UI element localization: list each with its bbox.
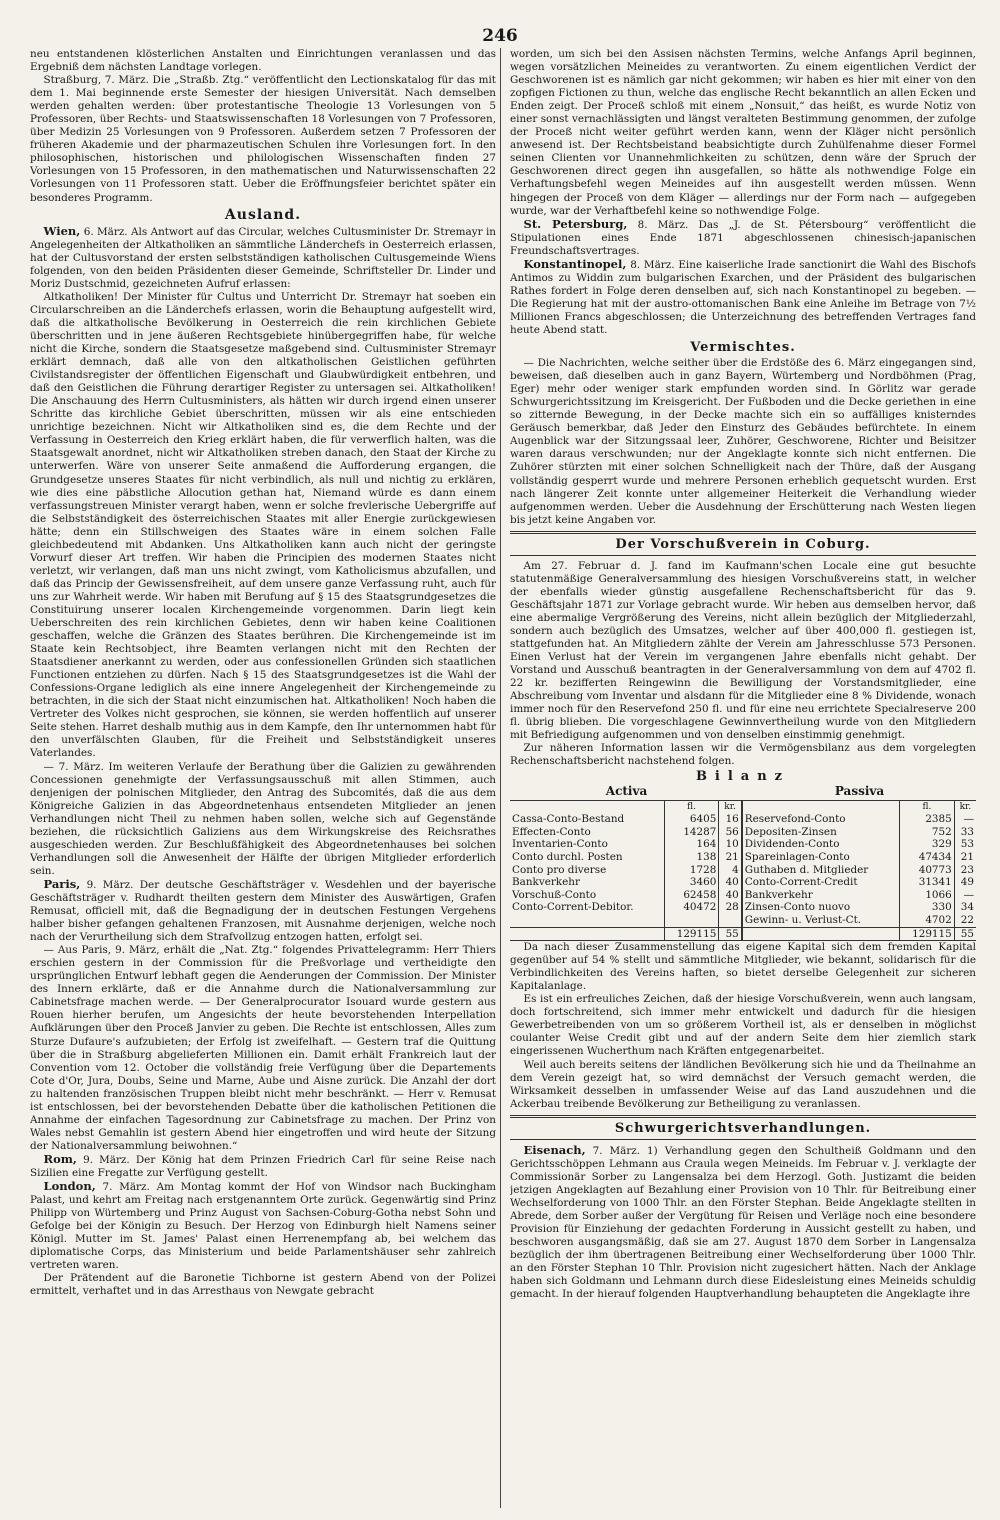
activa-kr: 16: [719, 813, 742, 826]
passiva-kr: 23: [954, 864, 976, 877]
activa-heading: Activa: [605, 783, 648, 798]
activa-label: Cassa-Conto-Bestand: [512, 813, 625, 826]
section-heading-ausland: Ausland.: [224, 206, 302, 223]
passiva-label: Conto-Corrent-Credit: [742, 876, 900, 889]
activa-kr: 10: [719, 838, 742, 851]
activa-fl: 14287: [664, 826, 719, 839]
activa-kr: [719, 914, 742, 927]
section-rule: [510, 531, 976, 534]
bilanz-table: [510, 800, 976, 942]
paragraph-altkatholiken: Altkatholiken! Der Minister für Cultus und Unterricht Dr. Stremayr hat soeben ein Circularschreiben an die Länderchefs erlassen, worin die Behauptung aufgestellt wird, daß die altkatholische Bevölkerung in Oesterreich die rein kirchlichen Gebiete überschritten und in jene äußeren Rechtsgebiete hinübergegriffen habe, für welche nicht die Kirche, sondern die Staatsgesetze maßgebend sind. Cultusminister Stremayr erklärt demnach, daß alle von den altkatholischen Geistlichen geführten Civilstandsregister der öffentlichen Eigenschaft und Glaubwürdigkeit entbehren, und daß den Geistlichen die Führung derartiger Register zu untersagen sei. Altkatholiken! Die Anschauung des Herrn Cultusministers, als hätten wir durch irgend einen unserer Schritte das kirchliche Gebiet überschritten, müssen wir als eine entschieden unrichtige bezeichnen. Nicht wir Altkatholiken sind es, die dem Rechte und der Verfassung in Oesterreich den Krieg erklärt haben, die für verwerflich halten, was die Staatsgewalt anordnet, nicht wir Altkatholiken streben danach, den Staat der Kirche zu unterwerfen. Wäre von unserer Seite anmaßend die Aufforderung ergangen, die Grundgesetze unseres Staates für nicht verbindlich, als null und nichtig zu erklären, wie dies eine päbstliche Allocution gethan hat, Niemand würde es dann einem verfassungstreuen Minister verargt haben, wenn er solche frevlerische Uebergriffe auf die Selbstständigkeit des österreichischen Staates mit aller Energie zurückgewiesen hätte; denn ein Stillschweigen des Staates wäre in einem solchen Falle gleichbedeutend mit Abdanken. Uns Altkatholiken kann auch nicht der geringste Vorwurf dieser Art treffen. Wir haben die Principien des modernen Staates nicht verletzt, wir verlangen, daß man uns nicht zwingt, vom Katholicismus abzufallen, und daß das Princip der Gewissensfreiheit, auf dem unsere ganze Verfassung ruht, auch für uns zur Wahrheit werde. Wir haben mit Berufung auf § 15 des Staatsgrundgesetzes die Constituirung unserer localen Kirchengemeinde vorgenommen. Darin liegt kein Ueberschreiten des rein kirchlichen Gebietes, denn wir haben keine Coalitionen geschaffen, welche die Gränzen des Staates berühren. Die Kirchengemeinde ist im Staate kein Rechtsobject, ihre Beamten verlangen nicht mit den Rechten der Staatsdiener anerkannt zu werden, oder aus confessionellen Gründen sich staatlichen Functionen entziehen zu dürfen. Nach § 15 des Staatsgrundgesetzes ist die Wahl der Confessions-Organe lediglich als eine innere Angelegenheit der Kirchengemeinde zu betrachten, in die sich der Staat nicht einzumischen hat. Altkatholiken! Noch haben die Vertreter des Volkes nicht gesprochen, sie können, sie werden hoffentlich auf unserer Seite stehen. Harret deshalb muthig aus in dem Kampfe, den Ihr unternommen habt für den unverfälschten Glauben, für die Freiheit und Selbstständigkeit unseres Vaterlandes.: [30, 290, 496, 760]
left-column: [30, 48, 496, 1508]
passiva-label: Dividenden-Conto: [742, 838, 900, 851]
bilanz-title: Bilanz: [695, 769, 791, 785]
activa-label: Inventarien-Conto: [512, 838, 608, 851]
column-divider: [500, 48, 501, 1508]
passiva-label: Spareinlagen-Conto: [742, 851, 900, 864]
paragraph: neu entstandenen klösterlichen Anstalten und Einrichtungen veranlassen und das Ergebniß dem nächsten Landtage vorlegen.: [30, 48, 496, 74]
passiva-label: Gewinn- u. Verlust-Ct.: [742, 914, 900, 927]
table-row: [510, 864, 976, 877]
passiva-label: Guthaben d. Mitglieder: [742, 864, 900, 877]
table-row: [510, 826, 976, 839]
dateline-london: London,: [43, 1179, 96, 1194]
paragraph-land: Weil auch bereits seitens der ländlichen Bevölkerung sich hie und da Theilnahme an dem Verein gezeigt hat, so wird demnächst der Versuch gemacht werden, die Wirksamkeit desselben in umfassender Weise auf das Land auszudehnen und die Ackerbau treibende Bevölkerung zur Betheiligung zu veranlassen.: [510, 1058, 976, 1110]
passiva-kr: 21: [954, 851, 976, 864]
activa-fl: 40472: [664, 901, 719, 914]
dateline-eisenach: Eisenach,: [523, 1142, 586, 1157]
activa-kr: 28: [719, 901, 742, 914]
section-rule: [510, 1139, 976, 1140]
activa-label: [510, 914, 664, 927]
activa-fl: 3460: [664, 876, 719, 889]
section-heading-vorschussverein: Der Vorschußverein in Coburg.: [615, 536, 871, 552]
activa-label: Conto durchl. Posten: [512, 850, 623, 863]
unit-kr: kr.: [954, 800, 976, 813]
passiva-fl: 1066: [900, 889, 955, 902]
passiva-label: Reservefond-Conto: [742, 813, 900, 826]
dateline-konstantinopel: Konstantinopel,: [523, 256, 627, 271]
unit-fl: fl.: [664, 800, 719, 813]
passiva-kr: 49: [954, 876, 976, 889]
activa-fl: 1728: [664, 864, 719, 877]
right-column: [510, 48, 976, 1508]
paragraph-galizien: — 7. März. Im weiteren Verlaufe der Berathung über die Galizien zu gewährenden Concessionen genehmigte der Verfassungsausschuß mit allen Stimmen, auch denjenigen der polnischen Mitglieder, den Antrag des Subcomités, daß die aus dem Königreiche Galizien in das Abgeordnetenhaus entsendeten Mitglieder an jenen Verhandlungen nicht Theil zu nehmen haben sollen, welche sich auf Gegenstände beziehen, die rücksichtlich Galiziens aus dem Wirkungskreise des Reichsrathes ausgeschieden werden. Zur Beschlußfähigkeit des Abgeordnetenhauses bei solchen Verhandlungen soll die Anwesenheit der Hälfte der übrigen Mitglieder erforderlich sein.: [30, 760, 496, 877]
passiva-fl: 752: [900, 826, 955, 839]
paragraph-wien: 6. März. Als Antwort auf das Circular, welches Cultusminister Dr. Stremayr in Angelegenheiten der Altkatholiken an sämmtliche Länderchefs in Oesterreich erlassen, hat der Cultusvorstand der ersten selbstständigen katholischen Cultusgemeinde Wiens folgenden, von den beiden Präsidenten dieser Gemeinde, Schriftsteller Dr. Linder und Moriz Dustschmid, gezeichneten Aufruf erlassen:: [30, 225, 496, 290]
activa-label: Conto pro diverse: [512, 863, 607, 876]
passiva-kr: 22: [954, 914, 976, 927]
paragraph-rom: 9. März. Der König hat dem Prinzen Friedrich Carl für seine Reise nach Sizilien eine Fregatte zur Verfügung gestellt.: [30, 1153, 496, 1179]
paragraph-konstantinopel: 8. März. Eine kaiserliche Irade sanctionirt die Wahl des Bischofs Antimos zu Widdin zum bulgarischen Exarchen, und der Präsident des bulgarischen Rathes fordert in Folge deren denselben auf, sich nach Konstantinopel zu begeben. — Die Regierung hat mit der austro-ottomanischen Bank eine Anleihe im Betrage von 7½ Millionen Francs abgeschlossen; die Unterzeichnung des betreffenden Vertrages fand heute Abend statt.: [510, 258, 976, 336]
activa-label: Bankverkehr: [512, 876, 580, 889]
total-passiva-fl: 129115: [900, 927, 955, 941]
table-row: [510, 914, 976, 927]
passiva-fl: 330: [900, 901, 955, 914]
activa-fl: [664, 914, 719, 927]
passiva-label: Bankverkehr: [742, 889, 900, 902]
activa-kr: 40: [719, 889, 742, 902]
dateline-st-petersburg: St. Petersburg,: [523, 216, 628, 231]
activa-label: Conto-Corrent-Debitor.: [512, 901, 634, 914]
activa-label: Effecten-Conto: [512, 825, 591, 838]
activa-label: Vorschuß-Conto: [512, 888, 597, 901]
activa-kr: 56: [719, 826, 742, 839]
paragraph-tichborne: Der Prätendent auf die Baronetie Tichborne ist gestern Abend von der Polizei ermittelt, verhaftet und in das Arresthaus von Newgate gebracht: [30, 1272, 496, 1298]
activa-fl: 164: [664, 838, 719, 851]
total-activa-fl: 129115: [664, 927, 719, 941]
page-number: 246: [482, 26, 518, 46]
passiva-heading: Passiva: [834, 783, 885, 798]
table-row: [510, 889, 976, 902]
table-row: [510, 851, 976, 864]
paragraph-erfreulich: Es ist ein erfreuliches Zeichen, daß der hiesige Vorschußverein, wenn auch langsam, doch fortschreitend, sich immer mehr entwickelt und dadurch für die hiesigen Gewerbetreibenden von um so größerem Vortheil ist, als er denselben in möglichst coulanter Weise Credit gibt und auf der andern Seite dem hier ziemlich stark eingerissenen Wucherthum nach Kräften entgegenarbeitet.: [510, 993, 976, 1058]
paragraph-paris: 9. März. Der deutsche Geschäftsträger v. Wesdehlen und der bayerische Geschäftsträger v. Rudhardt theilten gestern dem Minister des Auswärtigen, Grafen Remusat, officiell mit, daß die Begnadigung der in deutschen Festungen Vergehens halber bisher gefangen gehaltenen Franzosen, mit Ausnahme derjenigen, welche noch nach der Verurtheilung sich dem Strafvollzug entzogen hatten, erfolgt sei.: [30, 878, 496, 944]
paragraph-tichborne-cont: worden, um sich bei den Assisen nächsten Termins, welche Anfangs April beginnen, wegen vorsätzlichen Meineides zu verantworten. Zu einem eigentlichen Verdict der Geschworenen ist es nämlich gar nicht gekommen; wir haben es hier mit einer von den zopfigen Fictionen zu thun, welche das englische Recht bekanntlich an allen Ecken und Enden zeigt. Der Proceß schloß mit einem „Nonsuit,“ das heißt, es wurde Notiz von einer sonst vernachlässigten und längst veralteten Bestimmung genommen, der zufolge der Proceß nicht weiter geführt werden kann, wenn der Kläger nicht persönlich anwesend ist. Der Rechtsbeistand beabsichtigte durch Zuhülfenahme dieser Formel seinen Clienten vor Unannehmlichkeiten zu schützen, denn wäre der Spruch der Geschworenen direct gegen ihn ausgefallen, so hätte als nothwendige Folge ein Verhaftungsbefehl wegen Meineides auf ihn ausgestellt werden müssen. Wenn hingegen der Proceß von dem Kläger — allerdings nur der Form nach — aufgegeben wurde, war der Verhaftbefehl keine so nothwendige Folge.: [510, 48, 976, 217]
bilanz-unit-row: [510, 800, 976, 813]
passiva-fl: 31341: [900, 876, 955, 889]
passiva-fl: 329: [900, 838, 955, 851]
passiva-label: Depositen-Zinsen: [742, 826, 900, 839]
passiva-kr: 34: [954, 901, 976, 914]
activa-fl: 6405: [664, 813, 719, 826]
passiva-kr: —: [954, 813, 976, 826]
dateline-paris: Paris,: [43, 876, 81, 891]
paragraph-strassburg: Straßburg, 7. März. Die „Straßb. Ztg.“ veröffentlicht den Lectionskatalog für das mit dem 1. Mai beginnende erste Semester der hiesigen Universität. Nach demselben werden gehalten werden: über protestantische Theologie 13 Vorlesungen von 5 Professoren, über Rechts- und Staatswissenschaften 18 Vorlesungen von 7 Professoren, über Medizin 25 Vorlesungen von 9 Professoren. Außerdem setzen 7 Professoren der früheren Akademie und der pharmazeutischen Schulen ihre Vorlesungen fort. In den philosophischen, historischen und philologischen Wissenschaften finden 27 Vorlesungen von 15 Professoren, in den mathematischen und Naturwissenschaften 22 Vorlesungen von 11 Professoren statt. Ueber die Eröffnungsfeier berichtet später ein besonderes Programm.: [30, 74, 496, 204]
dateline-wien: Wien,: [43, 223, 81, 238]
activa-fl: 138: [664, 851, 719, 864]
paragraph-bilanz-intro: Zur näheren Information lassen wir die Vermögensbilanz aus dem vorgelegten Rechenschaftsbericht nachstehend folgen.: [510, 742, 976, 768]
passiva-label: Zinsen-Conto nuovo: [742, 901, 900, 914]
passiva-fl: 47434: [900, 851, 955, 864]
section-rule: [510, 1115, 976, 1118]
passiva-kr: —: [954, 889, 976, 902]
activa-kr: 40: [719, 876, 742, 889]
paragraph-kapital: Da nach dieser Zusammenstellung das eigene Kapital sich dem fremden Kapital gegenüber auf 54 % stellt und sämmtliche Mitglieder, wie bekannt, solidarisch für die Verbindlichkeiten des Vereins haften, so bietet derselbe Gelegenheit zur sicheren Kapitalanlage.: [510, 941, 976, 993]
table-row: [510, 876, 976, 889]
paragraph-st-petersburg: 8. März. Das „J. de St. Pétersbourg“ veröffentlicht die Stipulationen eines Ende 1871 abgeschlossenen chinesisch-japanischen Freundschaftsvertrages.: [510, 218, 976, 257]
paragraph-eisenach: 7. März. 1) Verhandlung gegen den Schultheiß Goldmann und den Gerichtsschöppen Lehmann aus Craula wegen Meineids. Im Februar v. J. verklagte der Commissionär Sorber zu Langensalza bei dem Herzogl. Goth. Justizamt die beiden jetzigen Angeklagten auf Bezahlung einer Provision von 10 Thlr. für Beitreibung einer Wechselforderung von 1000 Thlr. an den Förster Stephan. Beide Angeklagte stellten in Abrede, dem Sorber außer der Vergütung für Reisen und Verläge noch eine besondere Provision für Einziehung der gedachten Forderung in Aussicht gestellt zu haben, und beschworen ausgangsmäßig, daß sie am 27. August 1870 dem Sorber in Langensalza bezüglich der ihm übertragenen Beitreibung einer Wechselforderung über 1000 Thlr. an den Förster Stephan 10 Thlr. Provision nicht zugesichert hätten. Nach der Anklage haben sich Goldmann und Lehmann durch diese Eidesleistung eines Meineids schuldig gemacht. In der hierauf folgenden Hauptverhandlung behaupteten die Angeklagte ihre: [510, 1144, 976, 1301]
unit-fl: fl.: [900, 800, 955, 813]
section-heading-vermischtes: Vermischtes.: [690, 340, 796, 356]
passiva-fl: 40773: [900, 864, 955, 877]
paragraph-vorschussverein: Am 27. Februar d. J. fand im Kaufmann'schen Locale eine gut besuchte statutenmäßige Generalversammlung des hiesigen Vorschußvereins statt, in welcher der ebenfalls wieder günstig ausgefallene Rechenschaftsbericht für das 9. Geschäftsjahr 1871 zur Vorlage gebracht wurde. Wir heben aus demselben hervor, daß eine abermalige Vergrößerung des Vereins, nicht allein bezüglich der Mitgliederzahl, sondern auch bezüglich des Umsatzes, welcher auf über 400,000 fl. gestiegen ist, stattgefunden hat. An Mitgliedern zählte der Verein am Jahresschlusse 573 Personen. Einen Verlust hat der Verein im vergangenen Jahre ebenfalls nicht gehabt. Der Vorstand und Ausschuß beantragten in der Generalversammlung von dem auf 4702 fl. 22 kr. bezifferten Reingewinn die Bewilligung der Vorstandsmitglieder, eine Abschreibung vom Inventar und alsdann für die Mitglieder eine 8 % Dividende, wonach immer noch für den Reservefond 250 fl. und für eine neu errichtete Specialreserve 200 fl. übrig blieben. Die vorgeschlagene Gewinnvertheilung wurde von den Mitgliedern mit Befriedigung aufgenommen und von denselben einstimmig genehmigt.: [510, 559, 976, 742]
activa-kr: 4: [719, 864, 742, 877]
paragraph-london: 7. März. Am Montag kommt der Hof von Windsor nach Buckingham Palast, und kehrt am Freitag nach erstgenanntem Orte zurück. Gegenwärtig sind Prinz Philipp von Würtemberg und Prinz August von Sachsen-Coburg-Gotha nebst Sohn und Gefolge bei der Königin zu Besuch. Der Herzog von Edinburgh hielt Namens seiner Königl. Mutter im St. James' Palast einen Herrenempfang ab, bei welchem das diplomatische Corps, das Ministerium und beide Parlamentshäuser sehr zahlreich vertreten waren.: [30, 1181, 496, 1272]
paragraph-erdstoesse: — Die Nachrichten, welche seither über die Erdstöße des 6. März eingegangen sind, beweisen, daß dieselben auch in ganz Bayern, Würtemberg und Nordböhmen (Prag, Eger) mehr oder weniger stark empfunden worden sind. In Görlitz war gerade Schwurgerichtssitzung im Kreisgericht. Der Fußboden und die Decke geriethen in eine so zitternde Bewegung, in der Decke machte sich ein so auffälliges knisterndes Geräusch bemerkbar, daß Jeder den Einsturz des Gebäudes befürchtete. In einem Augenblick war der Sitzungssaal leer, Zuhörer, Geschworene, Richter und Beisitzer waren daraus verschwunden; nur der Angeklagte konnte sich nicht entfernen. Die Zuhörer stürzten mit einer solchen Schnelligkeit nach der Thüre, daß der Ausgang vollständig gesperrt wurde und mehrere Personen erheblich gequetscht wurden. Erst nach längerer Zeit konnte unter allgemeiner Heiterkeit die Verhandlung wieder aufgenommen werden. Ueber die Ausdehnung der Erschütterung nach Westen liegen bis jetzt keine Angaben vor.: [510, 357, 976, 526]
table-row: [510, 813, 976, 826]
passiva-kr: 53: [954, 838, 976, 851]
table-row: [510, 838, 976, 851]
bilanz-total-row: [510, 927, 976, 941]
table-row: [510, 901, 976, 914]
bilanz-headers: [510, 785, 976, 798]
section-heading-schwurgericht: Schwurgerichtsverhandlungen.: [614, 1120, 872, 1136]
paragraph-paris-telegram: — Aus Paris, 9. März, erhält die „Nat. Ztg.“ folgendes Privattelegramm: Herr Thiers erschien gestern in der Commission für die Preßvorlage und vertheidigte den ursprünglichen Entwurf lebhaft gegen die Aenderungen der Commission. Der Minister des Innern erklärte, daß er die Annahme durch die Nationalversammlung zur Cabinetsfrage machen werde. — Der Generalprocurator Isouard wurde gestern aus Rouen hierher berufen, um Angesichts der heute bevorstehenden Interpellation Aufklärungen über den Proceß Janvier zu geben. Die Rechte ist entschlossen, Alles zum Sturze Dufaure's aufzubieten; der Erfolg ist zweifelhaft. — Gestern traf die Quittung über die in Straßburg abgelieferten Millionen ein. Damit erhält Frankreich laut der Convention vom 12. October die vollständig freie Verfügung über die Departements Cote d'Or, Jura, Doubs, Seine und Marne, Aube und Aisne zurück. Die Anzahl der dort zu haltenden französischen Truppen bleibt nicht mehr beschränkt. — Herr v. Remusat ist entschlossen, bei der bevorstehenden Debatte über die katholischen Petitionen die Annahme der einfachen Tagesordnung zur Cabinetsfrage zu machen. Der Prinz von Wales nebst Gemahlin ist gestern Abend hier eingetroffen und wird heute der Sitzung der Nationalversammlung beiwohnen.“: [30, 944, 496, 1152]
section-rule: [510, 555, 976, 556]
passiva-fl: 2385: [900, 813, 955, 826]
total-activa-kr: 55: [719, 927, 742, 941]
activa-fl: 62458: [664, 889, 719, 902]
unit-kr: kr.: [719, 800, 742, 813]
activa-kr: 21: [719, 851, 742, 864]
passiva-kr: 33: [954, 826, 976, 839]
dateline-rom: Rom,: [43, 1151, 77, 1166]
passiva-fl: 4702: [900, 914, 955, 927]
total-passiva-kr: 55: [954, 927, 976, 941]
